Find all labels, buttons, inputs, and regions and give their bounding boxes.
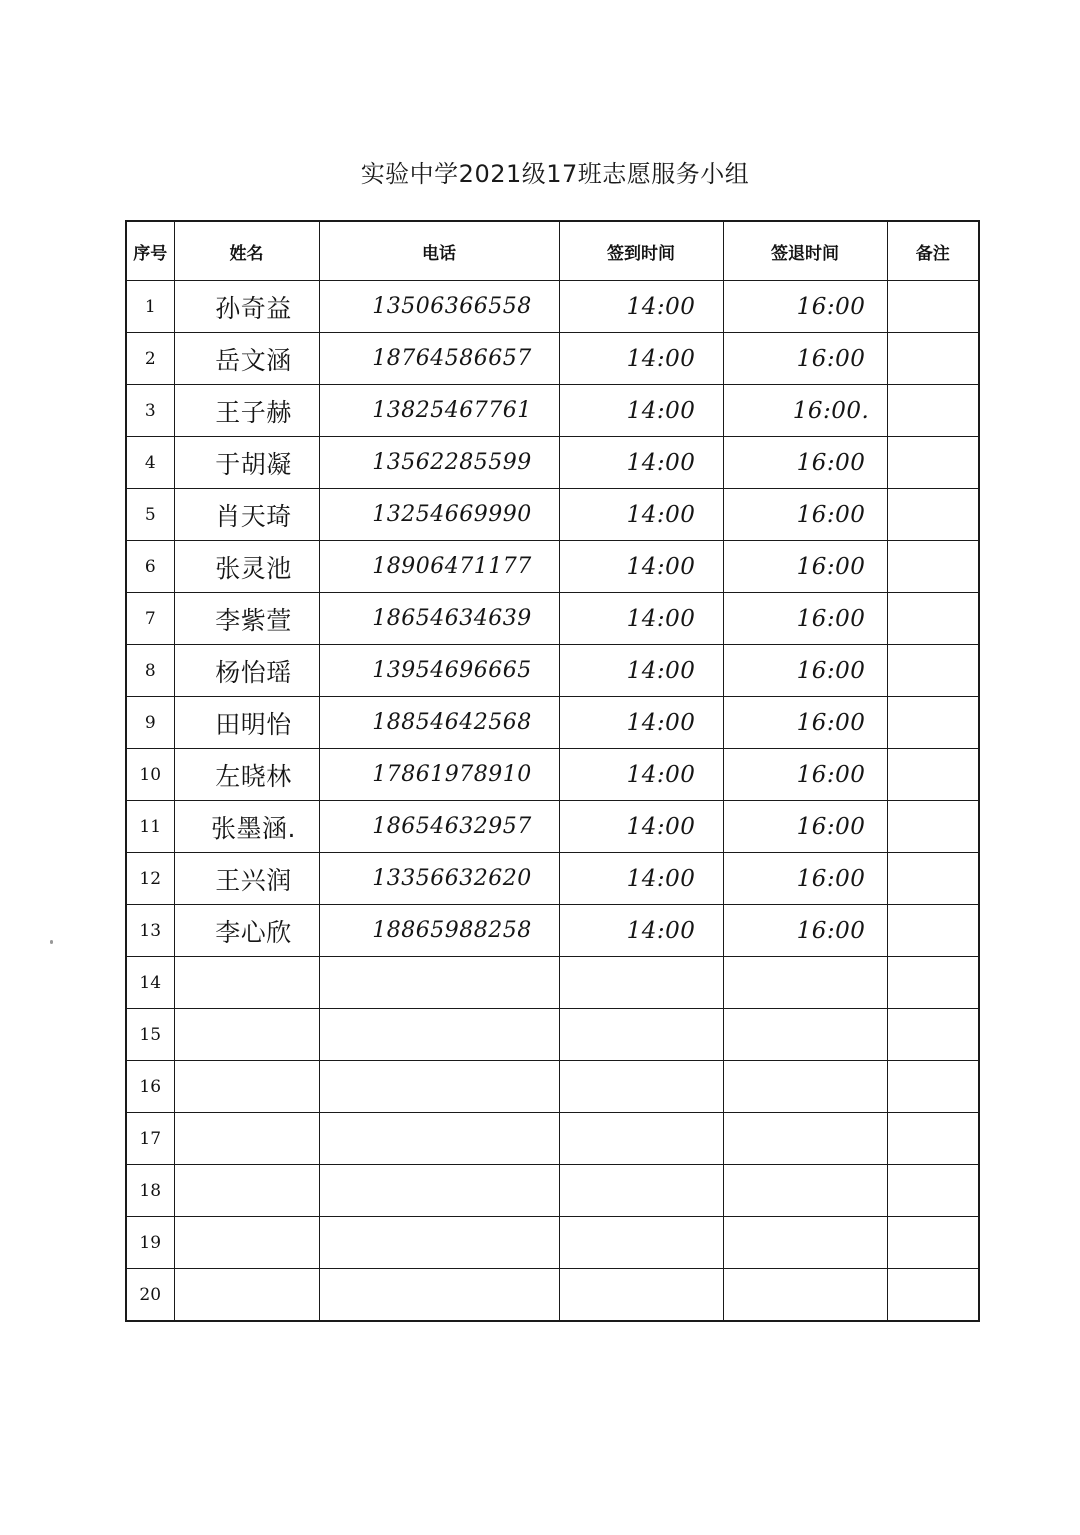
index-cell: 15 bbox=[126, 1009, 174, 1061]
table-body bbox=[126, 281, 979, 1322]
note-cell bbox=[887, 957, 979, 1009]
name-cell: 王子赫 bbox=[174, 385, 319, 437]
name-cell: 李心欣 bbox=[174, 905, 319, 957]
sign-out-cell bbox=[723, 1009, 887, 1061]
name-cell: 孙奇益 bbox=[174, 281, 319, 333]
sign-in-cell bbox=[559, 1061, 723, 1113]
name-cell: 左晓林 bbox=[174, 749, 319, 801]
note-cell bbox=[887, 541, 979, 593]
header-sign-out: 签退时间 bbox=[723, 221, 887, 281]
note-cell bbox=[887, 437, 979, 489]
index-cell: 7 bbox=[126, 593, 174, 645]
sign-in-cell: 14:00 bbox=[559, 281, 723, 333]
sign-in-cell: 14:00 bbox=[559, 385, 723, 437]
table-row bbox=[126, 541, 979, 593]
index-cell: 8 bbox=[126, 645, 174, 697]
phone-cell: 13254669990 bbox=[319, 489, 559, 541]
document-title: 实验中学2021级17班志愿服务小组 bbox=[360, 160, 750, 188]
phone-cell bbox=[319, 1009, 559, 1061]
table-row bbox=[126, 905, 979, 957]
note-cell bbox=[887, 749, 979, 801]
sign-out-cell: 16:00 bbox=[723, 593, 887, 645]
name-cell: 岳文涵 bbox=[174, 333, 319, 385]
sign-in-cell bbox=[559, 1009, 723, 1061]
table-row bbox=[126, 1009, 979, 1061]
sign-in-cell: 14:00 bbox=[559, 749, 723, 801]
phone-cell: 18654632957 bbox=[319, 801, 559, 853]
sign-out-cell bbox=[723, 957, 887, 1009]
sign-out-cell: 16:00 bbox=[723, 333, 887, 385]
table-row bbox=[126, 385, 979, 437]
sign-in-cell bbox=[559, 1113, 723, 1165]
phone-cell: 13356632620 bbox=[319, 853, 559, 905]
sign-in-cell: 14:00 bbox=[559, 853, 723, 905]
index-cell: 2 bbox=[126, 333, 174, 385]
table-row bbox=[126, 437, 979, 489]
index-cell: 4 bbox=[126, 437, 174, 489]
table-row bbox=[126, 697, 979, 749]
name-cell: 李紫萱 bbox=[174, 593, 319, 645]
note-cell bbox=[887, 697, 979, 749]
sign-in-cell: 14:00 bbox=[559, 593, 723, 645]
sign-in-cell: 14:00 bbox=[559, 333, 723, 385]
name-cell: 王兴润 bbox=[174, 853, 319, 905]
index-cell: 6 bbox=[126, 541, 174, 593]
sign-in-cell bbox=[559, 1269, 723, 1322]
phone-cell bbox=[319, 1113, 559, 1165]
index-cell: 17 bbox=[126, 1113, 174, 1165]
header-sign-in: 签到时间 bbox=[559, 221, 723, 281]
phone-cell bbox=[319, 1061, 559, 1113]
name-cell bbox=[174, 1061, 319, 1113]
volunteer-signin-table bbox=[125, 220, 980, 1322]
scan-speck bbox=[50, 940, 53, 944]
table-row bbox=[126, 333, 979, 385]
note-cell bbox=[887, 1061, 979, 1113]
phone-cell: 18906471177 bbox=[319, 541, 559, 593]
table-row bbox=[126, 853, 979, 905]
name-cell bbox=[174, 1009, 319, 1061]
header-phone: 电话 bbox=[319, 221, 559, 281]
note-cell bbox=[887, 1217, 979, 1269]
note-cell bbox=[887, 593, 979, 645]
name-cell: 张灵池 bbox=[174, 541, 319, 593]
table-row bbox=[126, 749, 979, 801]
sign-out-cell bbox=[723, 1217, 887, 1269]
table-row bbox=[126, 1113, 979, 1165]
sign-out-cell: 16:00 bbox=[723, 905, 887, 957]
sign-out-cell: 16:00 bbox=[723, 801, 887, 853]
note-cell bbox=[887, 853, 979, 905]
name-cell: 田明怡 bbox=[174, 697, 319, 749]
table-row bbox=[126, 489, 979, 541]
table-row bbox=[126, 1217, 979, 1269]
table-row bbox=[126, 801, 979, 853]
sign-out-cell: 16:00 bbox=[723, 697, 887, 749]
name-cell bbox=[174, 1165, 319, 1217]
phone-cell: 18764586657 bbox=[319, 333, 559, 385]
name-cell: 杨怡瑶 bbox=[174, 645, 319, 697]
note-cell bbox=[887, 1165, 979, 1217]
phone-cell: 18865988258 bbox=[319, 905, 559, 957]
table-row bbox=[126, 1061, 979, 1113]
sign-in-cell: 14:00 bbox=[559, 905, 723, 957]
phone-cell: 17861978910 bbox=[319, 749, 559, 801]
sign-in-cell: 14:00 bbox=[559, 489, 723, 541]
header-note: 备注 bbox=[887, 221, 979, 281]
header-index: 序号 bbox=[126, 221, 174, 281]
note-cell bbox=[887, 281, 979, 333]
note-cell bbox=[887, 1113, 979, 1165]
name-cell bbox=[174, 1269, 319, 1322]
phone-cell: 18654634639 bbox=[319, 593, 559, 645]
index-cell: 14 bbox=[126, 957, 174, 1009]
index-cell: 11 bbox=[126, 801, 174, 853]
table-row bbox=[126, 1165, 979, 1217]
sign-in-cell: 14:00 bbox=[559, 541, 723, 593]
phone-cell bbox=[319, 1217, 559, 1269]
phone-cell: 13825467761 bbox=[319, 385, 559, 437]
note-cell bbox=[887, 905, 979, 957]
note-cell bbox=[887, 1009, 979, 1061]
index-cell: 16 bbox=[126, 1061, 174, 1113]
sign-out-cell: 16:00. bbox=[723, 385, 887, 437]
sign-in-cell: 14:00 bbox=[559, 697, 723, 749]
note-cell bbox=[887, 645, 979, 697]
index-cell: 9 bbox=[126, 697, 174, 749]
index-cell: 10 bbox=[126, 749, 174, 801]
table-row bbox=[126, 645, 979, 697]
phone-cell: 13506366558 bbox=[319, 281, 559, 333]
index-cell: 5 bbox=[126, 489, 174, 541]
index-cell: 13 bbox=[126, 905, 174, 957]
phone-cell: 18854642568 bbox=[319, 697, 559, 749]
sign-out-cell: 16:00 bbox=[723, 281, 887, 333]
sign-out-cell: 16:00 bbox=[723, 645, 887, 697]
note-cell bbox=[887, 489, 979, 541]
sign-out-cell: 16:00 bbox=[723, 437, 887, 489]
sign-in-cell bbox=[559, 957, 723, 1009]
index-cell: 20 bbox=[126, 1269, 174, 1322]
sign-out-cell: 16:00 bbox=[723, 541, 887, 593]
phone-cell bbox=[319, 957, 559, 1009]
sign-out-cell bbox=[723, 1061, 887, 1113]
sign-out-cell bbox=[723, 1113, 887, 1165]
table-row bbox=[126, 281, 979, 333]
header-row bbox=[126, 221, 979, 281]
sign-in-cell: 14:00 bbox=[559, 437, 723, 489]
table-row bbox=[126, 1269, 979, 1322]
sign-out-cell bbox=[723, 1269, 887, 1322]
index-cell: 12 bbox=[126, 853, 174, 905]
note-cell bbox=[887, 801, 979, 853]
note-cell bbox=[887, 333, 979, 385]
name-cell bbox=[174, 957, 319, 1009]
phone-cell: 13562285599 bbox=[319, 437, 559, 489]
phone-cell: 13954696665 bbox=[319, 645, 559, 697]
index-cell: 1 bbox=[126, 281, 174, 333]
sign-out-cell: 16:00 bbox=[723, 749, 887, 801]
index-cell: 19 bbox=[126, 1217, 174, 1269]
index-cell: 18 bbox=[126, 1165, 174, 1217]
table-row bbox=[126, 957, 979, 1009]
name-cell: 于胡凝 bbox=[174, 437, 319, 489]
sign-in-cell: 14:00 bbox=[559, 645, 723, 697]
sign-in-cell bbox=[559, 1217, 723, 1269]
table-header bbox=[126, 221, 979, 281]
phone-cell bbox=[319, 1269, 559, 1322]
sign-in-cell bbox=[559, 1165, 723, 1217]
name-cell bbox=[174, 1217, 319, 1269]
name-cell: 张墨涵. bbox=[174, 801, 319, 853]
name-cell bbox=[174, 1113, 319, 1165]
header-name: 姓名 bbox=[174, 221, 319, 281]
table-row bbox=[126, 593, 979, 645]
name-cell: 肖天琦 bbox=[174, 489, 319, 541]
sign-out-cell: 16:00 bbox=[723, 853, 887, 905]
note-cell bbox=[887, 385, 979, 437]
index-cell: 3 bbox=[126, 385, 174, 437]
sign-out-cell: 16:00 bbox=[723, 489, 887, 541]
note-cell bbox=[887, 1269, 979, 1322]
sign-in-cell: 14:00 bbox=[559, 801, 723, 853]
phone-cell bbox=[319, 1165, 559, 1217]
sign-out-cell bbox=[723, 1165, 887, 1217]
